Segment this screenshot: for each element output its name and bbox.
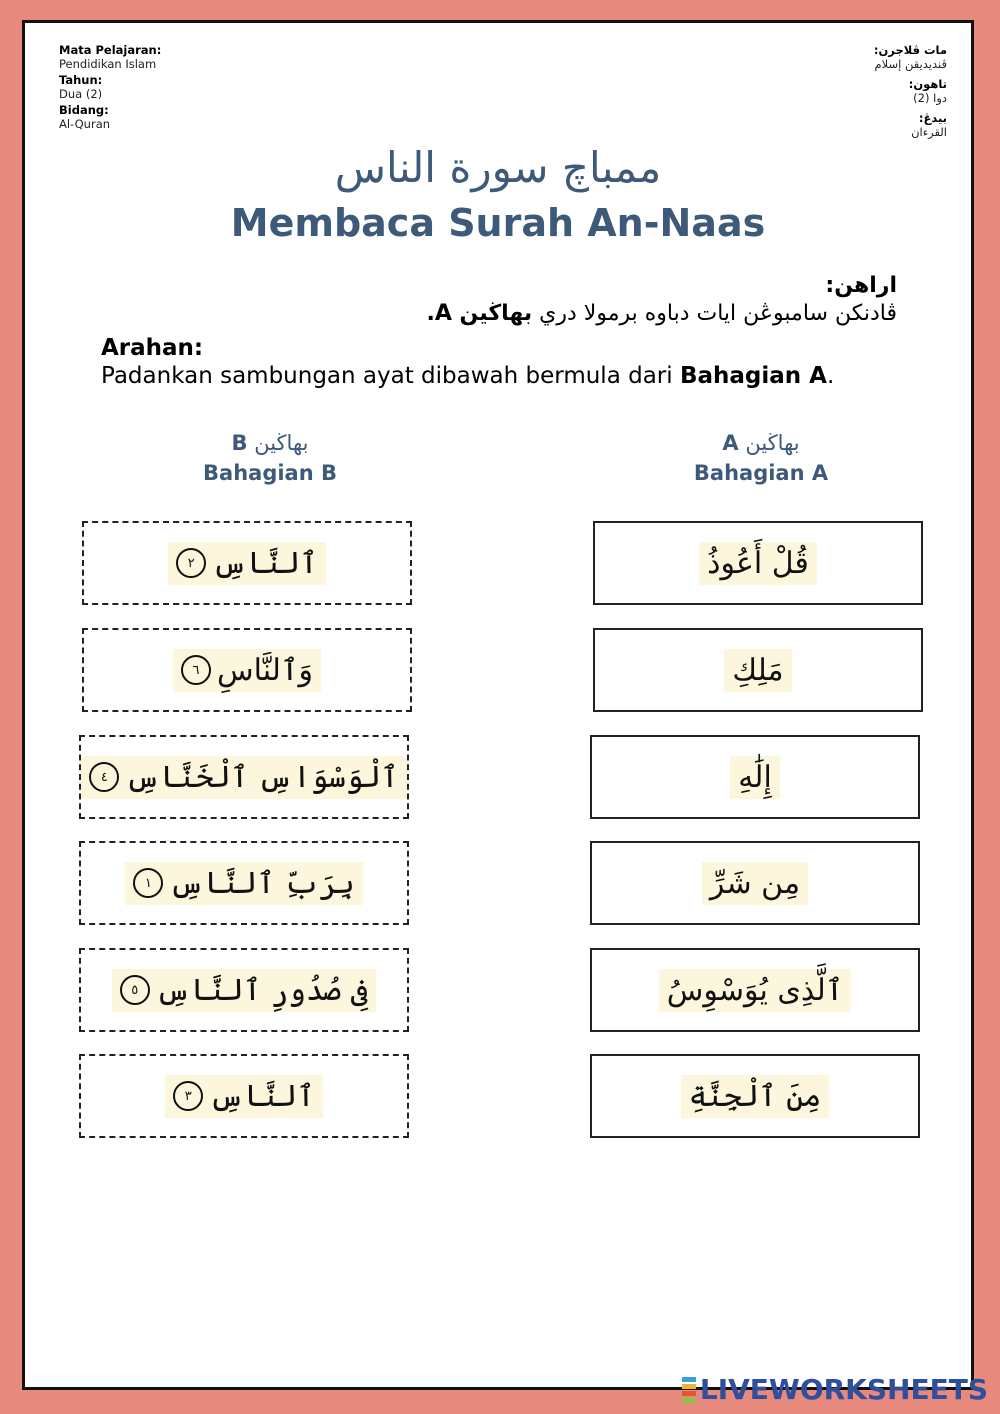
- column-header-a-rumi: Bahagian A: [693, 461, 829, 485]
- bahagian-b-card[interactable]: [79, 735, 409, 819]
- meta-field-jawi: [874, 111, 947, 139]
- bahagian-b-card[interactable]: [79, 841, 409, 925]
- ayah-number-icon: ٥: [120, 975, 150, 1005]
- instruction-jawi-bold: بهاڬين A: [434, 301, 533, 326]
- meta-subject-jawi-label: مات ڤلاجرن:: [873, 43, 947, 57]
- verse-text: ٱلنَّاسِ: [209, 1078, 315, 1114]
- worksheet-page: [22, 20, 974, 1390]
- bahagian-b-card[interactable]: [82, 628, 412, 712]
- meta-subject-jawi: [874, 43, 947, 71]
- meta-field-jawi-value: القرءان: [911, 125, 947, 139]
- verse-text: فِى صُدُورِ ٱلنَّاسِ: [155, 972, 369, 1008]
- column-header-a-jawi-pre: بهاڬين: [738, 431, 800, 455]
- meta-year-jawi-value: دوا (2): [913, 91, 947, 105]
- bahagian-a-card[interactable]: [590, 948, 920, 1032]
- instruction-rumi-pre: Padankan sambungan ayat dibawah bermula dari: [101, 363, 680, 389]
- verse-snippet: [125, 862, 362, 905]
- meta-year-jawi: [874, 77, 947, 105]
- verse-text: بِرَبِّ ٱلنَّاسِ: [169, 865, 355, 901]
- meta-subject-label: Mata Pelajaran:: [59, 43, 162, 57]
- column-header-b-jawi-pre: بهاڬين: [247, 431, 309, 455]
- bahagian-a-card[interactable]: [593, 628, 923, 712]
- verse-text: وَٱلنَّاسِ: [216, 652, 314, 688]
- meta-year-label: Tahun:: [59, 73, 103, 87]
- instruction-rumi-bold: Bahagian A: [679, 363, 827, 389]
- verse-text: ٱلْوَسْوَاسِ ٱلْخَنَّاسِ: [125, 759, 399, 795]
- meta-left: [59, 43, 161, 133]
- bahagian-a-card[interactable]: [590, 735, 920, 819]
- bahagian-b-card[interactable]: [79, 948, 409, 1032]
- ayah-number-icon: ٢: [176, 548, 206, 578]
- meta-right: [874, 43, 947, 145]
- ayah-number-icon: ٤: [89, 762, 119, 792]
- verse-snippet: [165, 1075, 322, 1118]
- meta-field: [59, 103, 161, 131]
- meta-field-label: Bidang:: [59, 103, 109, 117]
- verse-text: مِن شَرِّ: [702, 862, 808, 905]
- brand-name: LIVEWORKSHEETS: [699, 1373, 988, 1406]
- instruction-jawi-post: .: [426, 301, 435, 326]
- meta-subject-value: Pendidikan Islam: [59, 57, 157, 71]
- verse-text: ٱلَّذِى يُوَسْوِسُ: [659, 969, 852, 1012]
- instruction-jawi-text: [427, 301, 898, 326]
- bahagian-a-card[interactable]: [593, 521, 923, 605]
- bahagian-b-card[interactable]: [82, 521, 412, 605]
- column-header-b: [120, 431, 420, 485]
- bahagian-a-card[interactable]: [590, 841, 920, 925]
- meta-field-jawi-label: بيدڠ:: [918, 111, 947, 125]
- column-header-a: [611, 431, 911, 485]
- meta-year-jawi-label: تاهون:: [908, 77, 947, 91]
- meta-year-value: Dua (2): [59, 87, 103, 101]
- column-header-b-letter: B: [231, 431, 248, 455]
- verse-text: مِنَ ٱلْجِنَّةِ: [681, 1075, 830, 1118]
- instruction-jawi-pre: ڤادنكن سامبوڠن ايات دباوه برمولا دري: [532, 301, 897, 326]
- instruction-rumi-label: Arahan:: [101, 335, 204, 361]
- meta-subject-jawi-value: ڤنديديقن إسلام: [874, 57, 947, 71]
- title-jawi: ممباچ سورة الناس: [334, 143, 662, 192]
- verse-text: إِلَٰهِ: [730, 756, 780, 799]
- brand-stripes-icon: [682, 1377, 696, 1403]
- verse-snippet: [81, 756, 406, 799]
- ayah-number-icon: ٣: [173, 1081, 203, 1111]
- verse-snippet: [112, 969, 376, 1012]
- ayah-number-icon: ١: [133, 868, 163, 898]
- verse-text: قُلْ أَعُوذُ: [699, 542, 817, 585]
- column-header-b-jawi: [120, 431, 420, 455]
- verse-snippet: [168, 542, 325, 585]
- bahagian-b-card[interactable]: [79, 1054, 409, 1138]
- instruction-jawi-label: اراهن:: [825, 273, 897, 298]
- meta-subject: [59, 43, 161, 71]
- column-header-b-rumi: Bahagian B: [203, 461, 337, 485]
- instruction-rumi-text: [101, 363, 834, 389]
- column-header-a-jawi: [611, 431, 911, 455]
- meta-year: [59, 73, 161, 101]
- column-header-a-letter: A: [722, 431, 739, 455]
- ayah-number-icon: ٦: [181, 655, 211, 685]
- liveworksheets-logo[interactable]: [682, 1373, 988, 1406]
- verse-snippet: [173, 649, 321, 692]
- verse-text: مَلِكِ: [724, 649, 791, 692]
- instruction-rumi-post: .: [826, 363, 835, 389]
- title-rumi: Membaca Surah An-Naas: [230, 201, 766, 245]
- meta-field-value: Al-Quran: [59, 117, 111, 131]
- verse-text: ٱلنَّاسِ: [212, 545, 318, 581]
- bahagian-a-card[interactable]: [590, 1054, 920, 1138]
